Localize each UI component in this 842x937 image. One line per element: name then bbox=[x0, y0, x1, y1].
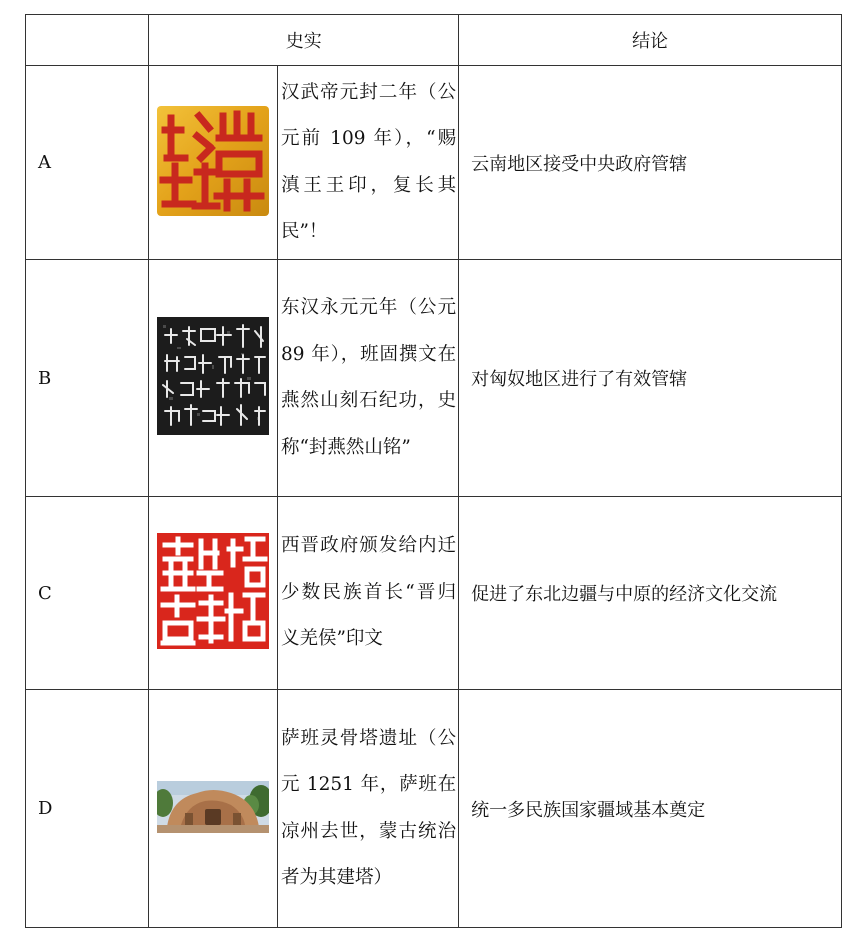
stupa-ruins-photo-image bbox=[157, 781, 269, 833]
option-label: C bbox=[26, 497, 149, 690]
image-cell bbox=[149, 690, 278, 928]
historical-fact-text: 汉武帝元封二年（公元前 109 年），“赐滇王王印，复长其民”！ bbox=[277, 66, 458, 260]
conclusion-text: 统一多民族国家疆域基本奠定 bbox=[459, 690, 842, 928]
image-cell bbox=[149, 260, 278, 497]
header-option-cell bbox=[26, 15, 149, 66]
conclusion-text: 促进了东北边疆与中原的经济文化交流 bbox=[459, 497, 842, 690]
conclusion-text: 对匈奴地区进行了有效管辖 bbox=[459, 260, 842, 497]
table-row bbox=[26, 690, 842, 928]
question-table bbox=[25, 14, 842, 928]
table-row bbox=[26, 66, 842, 260]
header-conclusion-cell: 结论 bbox=[459, 15, 842, 66]
dian-king-gold-seal-image bbox=[157, 106, 269, 216]
option-label: A bbox=[26, 66, 149, 260]
historical-fact-text: 西晋政府颁发给内迁少数民族首长“晋归义羌侯”印文 bbox=[277, 497, 458, 690]
historical-fact-text: 东汉永元元年（公元 89 年），班固撰文在燕然山刻石纪功，史称“封燕然山铭” bbox=[277, 260, 458, 497]
option-label: D bbox=[26, 690, 149, 928]
table-row bbox=[26, 497, 842, 690]
table-row bbox=[26, 260, 842, 497]
image-cell bbox=[149, 497, 278, 690]
image-cell bbox=[149, 66, 278, 260]
historical-fact-text: 萨班灵骨塔遗址（公元 1251 年，萨班在凉州去世，蒙古统治者为其建塔） bbox=[277, 690, 458, 928]
conclusion-text: 云南地区接受中央政府管辖 bbox=[459, 66, 842, 260]
yanran-inscription-rubbing-image bbox=[157, 317, 269, 435]
option-label: B bbox=[26, 260, 149, 497]
red-seal-impression-image bbox=[157, 533, 269, 649]
header-fact-cell: 史实 bbox=[149, 15, 459, 66]
table-header-row bbox=[26, 15, 842, 66]
